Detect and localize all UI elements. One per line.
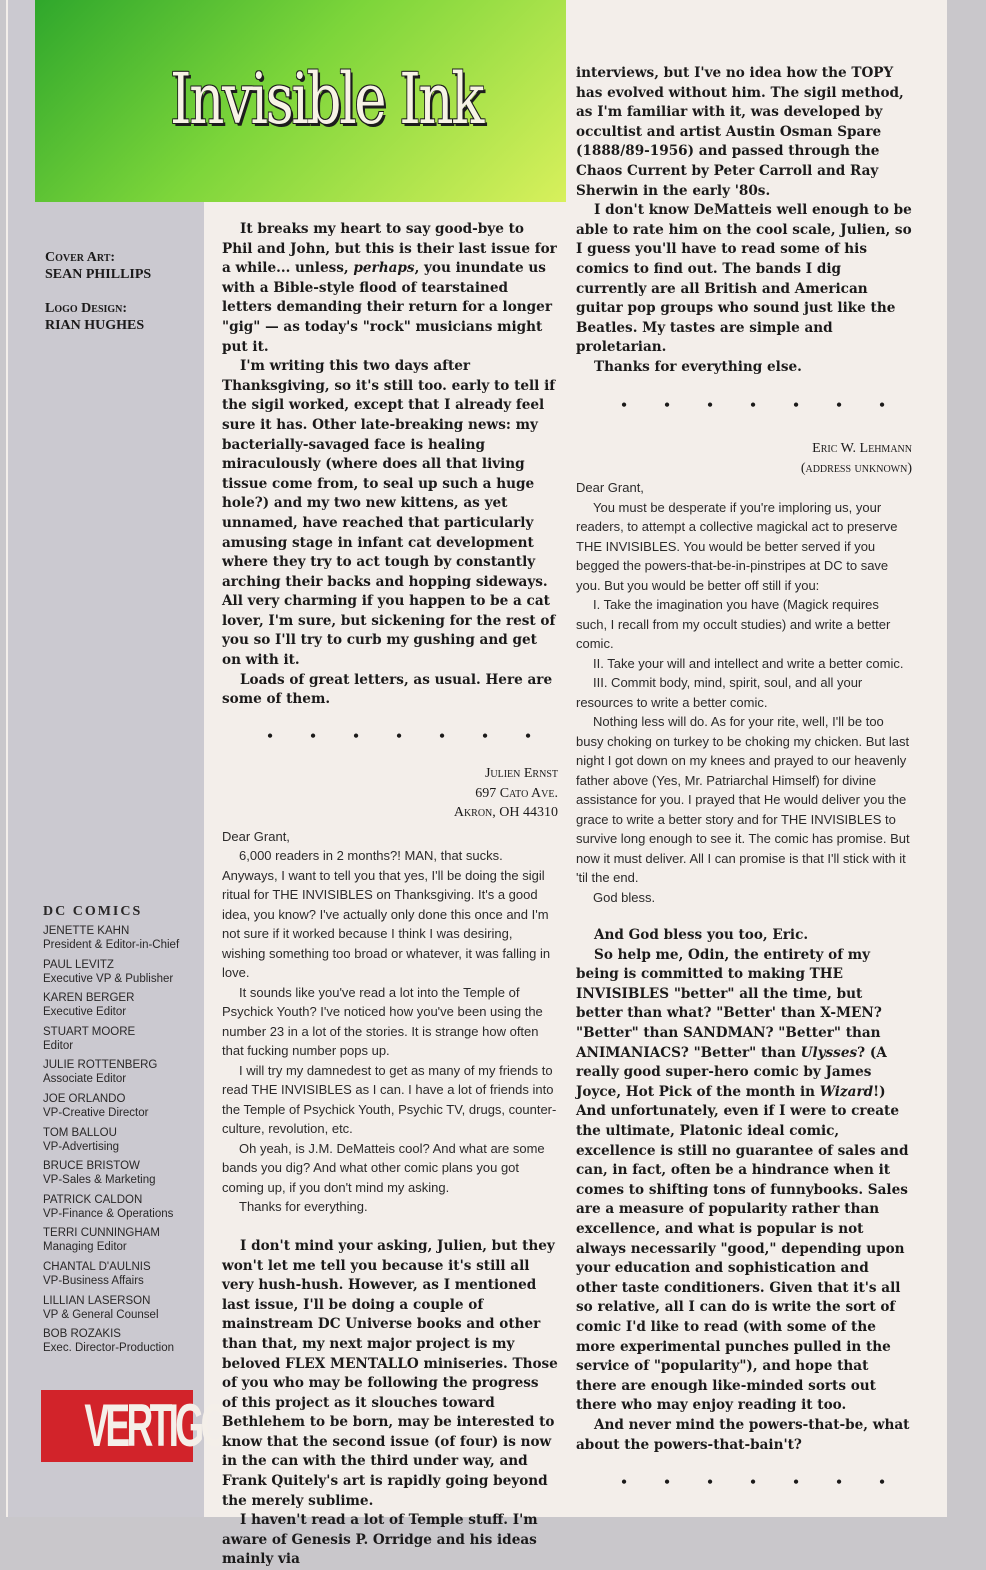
staff-entry [43, 1058, 203, 1086]
paragraph: I don't mind your asking, Julien, but they won't let me tell you because it's still all very hush-hush. However, as I mentioned last issue, I'll be doing a couple of mainstream DC Universe books and other than that, my next major project is my beloved FLEX MENTALLO miniseries. Those of you who may be following the progress of this project as it slouches toward Bethlehem to be born, may be interested to know that the second issue (of four) is now in the can with the third under way, and Frank Quitely's art is rapidly going beyond the merely sublime. [222, 1237, 558, 1509]
staff-name: PAUL LEVITZ [43, 958, 114, 971]
divider: • • • • • • • [621, 1474, 885, 1492]
paragraph: II. Take your will and intellect and write a better comic. [593, 655, 904, 671]
reader-letter [576, 478, 912, 907]
staff-title: Managing Editor [43, 1241, 127, 1254]
staff-name: BRUCE BRISTOW [43, 1160, 140, 1173]
paragraph: Thanks for everything. [239, 1199, 368, 1215]
staff-name: KAREN BERGER [43, 992, 135, 1005]
staff-name: BOB ROZAKIS [43, 1328, 121, 1341]
paragraph: I'm writing this two days after Thanksgiving, so it's still too. early to tell if the sigil worked, except that I already feel sure it has. Other late-breaking news: my bacterially-savaged face is healing miraculously (where does all that living tissue come from, to seal up such a huge hole?) and my two new kittens, as yet unnamed, have reached that particularly amusing stage in infant cat development where they try to act tough by constantly arching their backs and hopping sideways. All very charming if you happen to be a cat lover, I'm sure, but sickening for the rest of you so I'll try to curb my gushing and get on with it. [222, 358, 556, 669]
staff-name: JENETTE KAHN [43, 925, 130, 937]
paragraph: Oh yeah, is J.M. DeMatteis cool? And what are some bands you dig? And what other comic plans you got coming up, if you don't mind my asking. [222, 1140, 545, 1195]
staff-title: VP-Sales & Marketing [43, 1174, 156, 1187]
paragraph: 6,000 readers in 2 months?! MAN, that sucks. Anyways, I want to tell you that yes, I'll be doing the sigil ritual for THE INVISIBLES on Thanksgiving. It's a good idea, you know? I've actually only done this once and I'm not sure if it worked because I think I was desiring, wishing something too broad or whatever, it was falling in love. [222, 848, 551, 981]
credits [45, 249, 205, 351]
paragraph: God bless. [593, 889, 656, 905]
staff-entry [43, 1159, 203, 1187]
staff-name: PATRICK CALDON [43, 1193, 143, 1206]
staff-entry [43, 1025, 203, 1053]
staff-name: CHANTAL D'AULNIS [43, 1260, 151, 1273]
staff-title: President & Editor-in-Chief [43, 939, 180, 951]
paragraph: I don't know DeMatteis well enough to be able to rate him on the cool scale, Julien, so I guess you'll have to read some of his comics to find out. The bands I dig currently are all British and American guitar pop groups who sound just like the Beatles. My tastes are simple and proletarian. [576, 202, 912, 356]
paragraph: I. Take the imagination you have (Magick requires such, I recall from my occult studies) and write a better comic. [576, 597, 891, 652]
vertigo-logo [41, 1390, 226, 1462]
staff-entry [43, 991, 203, 1019]
staff-entry [43, 924, 203, 952]
letter-sender [222, 764, 558, 823]
staff-list [43, 905, 203, 1361]
credit-name: SEAN PHILLIPS [45, 267, 152, 282]
credit-role: Logo Design: [45, 301, 128, 316]
editor-reply [576, 926, 912, 1455]
paragraph: It sounds like you've read a lot into the Temple of Psychick Youth? I've noticed how you've been using the number 23 in a lot of the stories. It is strange how often that fucking number pops up. [222, 984, 543, 1059]
editor-intro [222, 220, 558, 710]
sender-address: (address unknown) [800, 460, 912, 476]
paragraph: I will try my damnedest to get as many of my friends to read THE INVISIBLES as I can. I have a lot of friends into the Temple of Psychick Youth, Psychic TV, drugs, counter-culture, revolution, etc. [222, 1062, 557, 1137]
staff-title: VP-Advertising [43, 1140, 120, 1153]
staff-entry [43, 1092, 203, 1120]
paragraph: Nothing less will do. As for your rite, well, I'll be too busy choking on turkey to be choking my chicken. But last night I got down on my knees and prayed to our heavenly father above (Yes, Mr. Patriarchal Himself) for divine assistance for you. I prayed that He would deliver you the grace to write a better story and for THE INVISIBLES to survive long enough to see it. The comic has promise. But now it must deliver. All I can promise is that I'll stick with it 'til the end. [576, 714, 910, 886]
staff-name: LILLIAN LASERSON [43, 1294, 151, 1307]
staff-title: Editor [43, 1039, 74, 1052]
paragraph: I haven't read a lot of Temple stuff. I'm aware of Genesis P. Orridge and his ideas mainly via [222, 1512, 538, 1568]
sender-name: Eric W. Lehmann [812, 441, 912, 457]
page-title: Invisible Ink [170, 58, 483, 140]
staff-title: Exec. Director-Production [43, 1342, 175, 1355]
divider: • • • • • • • [621, 396, 885, 414]
staff-title: VP-Creative Director [43, 1106, 149, 1119]
divider: • • • • • • • [267, 727, 531, 745]
paragraph: It breaks my heart to say good-bye to Phil and John, but this is their last issue for a while... unless, perhaps, you inundate us with a Bible-style flood of tearstained letters demanding their return for a longer "gig" — as today's "rock" musicians might put it. [222, 221, 557, 355]
staff-entry [43, 1126, 203, 1154]
editor-reply [222, 1237, 558, 1570]
letter-sender [576, 439, 912, 478]
staff-entry [43, 1193, 203, 1221]
staff-title: VP-Business Affairs [43, 1274, 144, 1287]
column-1 [222, 220, 558, 1570]
staff-title: Associate Editor [43, 1073, 127, 1086]
paragraph: III. Commit body, mind, spirit, soul, and all your resources to write a better comic. [576, 675, 863, 710]
letter-greeting: Dear Grant, [222, 828, 290, 844]
staff-title: Executive Editor [43, 1006, 127, 1019]
staff-entry [43, 1260, 203, 1288]
staff-name: TERRI CUNNINGHAM [43, 1227, 160, 1240]
staff-name: JULIE ROTTENBERG [43, 1059, 158, 1072]
staff-entry [43, 1226, 203, 1254]
staff-name: TOM BALLOU [43, 1126, 117, 1139]
staff-heading: DC COMICS [43, 904, 143, 919]
staff-entry [43, 958, 203, 986]
paragraph: You must be desperate if you're imploring us, your readers, to attempt a collective magickal act to preserve THE INVISIBLES. You would be better served if you begged the powers-that-be-in-pinstripes at DC to save you. But you would be better off still if you: [576, 499, 898, 593]
staff-title: VP-Finance & Operations [43, 1207, 174, 1220]
letter-greeting: Dear Grant, [576, 480, 644, 496]
paragraph: interviews, but I've no idea how the TOPY has evolved without him. The sigil method, as I'm familiar with it, was developed by occultist and artist Austin Osman Spare (1888/89-1956) and passed through the Chaos Current by Peter Carroll and Ray Sherwin in the early '80s. [576, 65, 904, 199]
staff-entry [43, 1294, 203, 1322]
sender-city: Akron, OH 44310 [453, 805, 558, 821]
paragraph: Loads of great letters, as usual. Here are some of them. [222, 671, 553, 708]
column-2 [576, 64, 912, 1493]
credit-role: Cover Art: [45, 250, 116, 265]
reader-letter [222, 827, 558, 1217]
credit-name: RIAN HUGHES [45, 318, 145, 333]
paragraph: Thanks for everything else. [594, 358, 802, 375]
sender-name: Julien Ernst [484, 766, 558, 782]
sender-address: 697 Cato Ave. [475, 785, 558, 801]
staff-title: Executive VP & Publisher [43, 972, 174, 985]
paragraph: And God bless you too, Eric. [594, 927, 809, 944]
staff-name: STUART MOORE [43, 1025, 136, 1038]
editor-reply-continued [576, 64, 912, 378]
staff-name: JOE ORLANDO [43, 1092, 126, 1105]
staff-title: VP & General Counsel [43, 1308, 159, 1321]
paragraph: So help me, Odin, the entirety of my being is committed to making THE INVISIBLES "better" all the time, but better than what? "Better' than X-MEN? "Better" than SANDMAN? "Better" than ANIMANIACS? "Better" than Ulysses? (A really good super-hero comic by James Joyce, Hot Pick of the month in Wizard!) And unfortunately, even if I were to create the ultimate, Platonic ideal comic, excellence is still no guarantee of sales and can, in fact, often be a hindrance when it comes to shifting tons of funnybooks. Sales are a measure of popularity rather than excellence, and what is popular is not always necessarily "good," depending upon your education and sophistication and other taste conditioners. Given that it's all so relative, all I can do is write the sort of comic I'd like to read (with some of the more experimental punches pulled in the service of "popularity"), and hope that there are enough like-minded sorts out there who may enjoy reading it too. [576, 946, 909, 1414]
paragraph: And never mind the powers-that-be, what about the powers-that-bain't? [576, 1416, 910, 1453]
staff-entry [43, 1327, 203, 1355]
logo-text: VERTIGO [84, 1392, 226, 1459]
